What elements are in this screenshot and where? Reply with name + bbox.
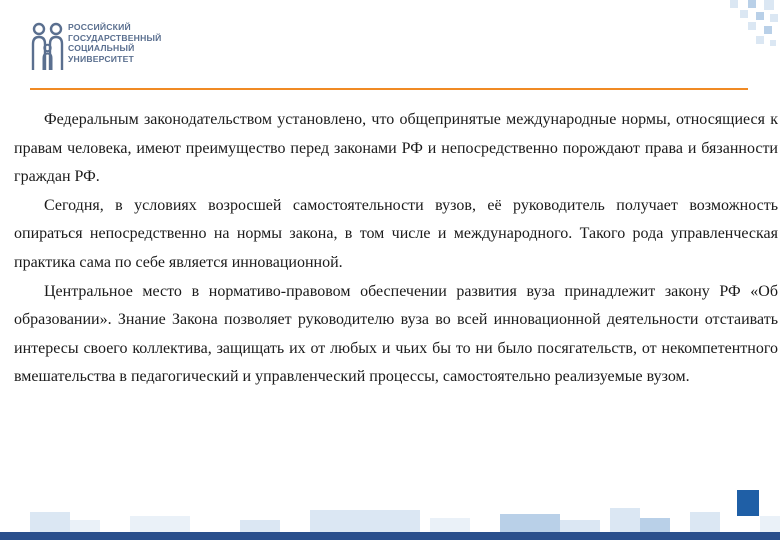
family-emblem-icon [30, 20, 66, 72]
university-name-line: СОЦИАЛЬНЫЙ [68, 43, 135, 54]
corner-decoration [720, 0, 780, 56]
paragraph: Сегодня, в условиях возросшей самостоятельности вузов, её руководитель получает возможность опираться непосредственно на нормы закона, в том числе и международного. Такого рода управленческая практика сама по себе является инновационной. [14, 196, 778, 271]
university-name [68, 22, 161, 64]
university-name-line: ГОСУДАРСТВЕННЫЙ [68, 32, 162, 43]
document-body [14, 106, 778, 392]
header-divider [30, 88, 748, 90]
footer-bar [0, 532, 780, 540]
paragraph: Федеральным законодательством установлено, что общепринятые международные нормы, относящиеся к правам человека, имеют преимущество перед законами РФ и непосредственно порождают права и бязанности граждан РФ. [14, 111, 778, 186]
paragraph: Центральное место в нормативо-правовом обеспечении развития вуза принадлежит закону РФ «Об образовании». Знание Закона позволяет руководителю вуза во всей инновационной деятельности отстаивать интересы своего коллектива, защищать их от любых и чьих бы то ни было посягательств, от некомпетентного вмешательства в педагогический и управленческий процессы, самостоятельно реализуемые вузом. [14, 282, 778, 386]
university-name-line: РОССИЙСКИЙ [68, 22, 131, 32]
university-logo [30, 20, 170, 76]
university-name-line: УНИВЕРСИТЕТ [68, 53, 134, 64]
accent-square [737, 490, 759, 516]
